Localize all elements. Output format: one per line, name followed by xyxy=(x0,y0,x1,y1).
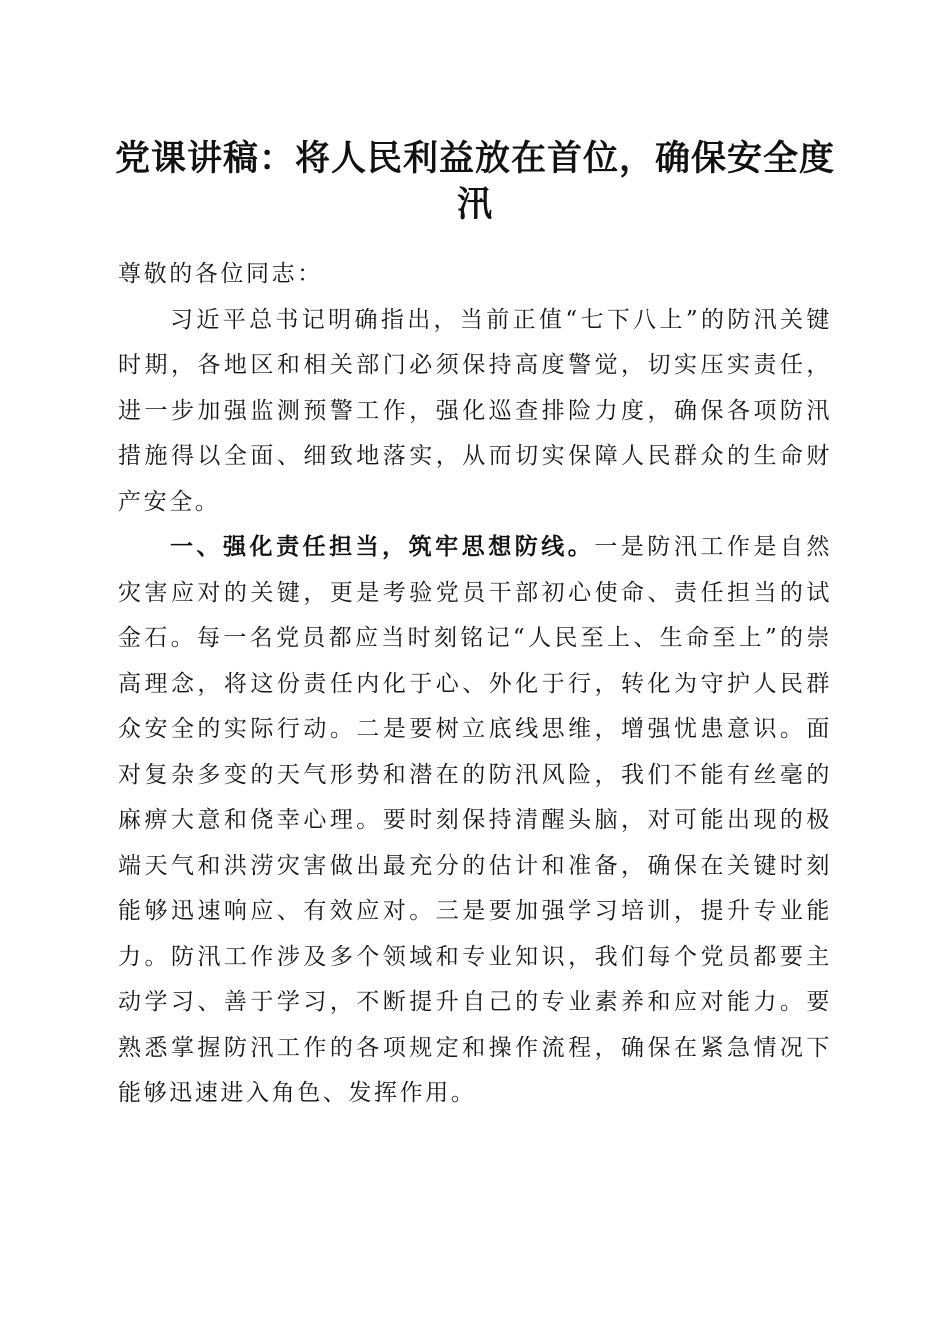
document-title: 党课讲稿：将人民利益放在首位，确保安全度汛 xyxy=(114,139,835,225)
salutation: 尊敬的各位同志： xyxy=(118,261,323,287)
section-1-body: 一是防汛工作是自然灾害应对的关键，更是考验党员干部初心使命、责任担当的试金石。每一名党员都应当时刻铭记“人民至上、生命至上”的崇高理念，将这份责任内化于心、外化于行，转化为守护人民群众安全的实际行动。二是要树立底线思维，增强忧患意识。面对复杂多变的天气形势和潜在的防汛风险，我们不能有丝毫的麻痹大意和侥幸心理。要时刻保持清醒头脑，对可能出现的极端天气和洪涝灾害做出最充分的估计和准备，确保在关键时刻能够迅速响应、有效应对。三是要加强学习培训，提升专业能力。防汛工作涉及多个领域和专业知识，我们每个党员都要主动学习、善于学习，不断提升自己的专业素养和应对能力。要熟悉掌握防汛工作的各项规定和操作流程，确保在紧急情况下能够迅速进入角色、发挥作用。 xyxy=(118,534,832,1106)
document-body xyxy=(118,252,832,1117)
section-1-heading: 一、强化责任担当，筑牢思想防线。 xyxy=(170,534,595,560)
section-1-paragraph xyxy=(118,525,832,1117)
intro-paragraph: 习近平总书记明确指出，当前正值“七下八上”的防汛关键时期，各地区和相关部门必须保持高度警觉，切实压实责任，进一步加强监测预警工作，强化巡查排险力度，确保各项防汛措施得以全面、细致地落实，从而切实保障人民群众的生命财产安全。 xyxy=(118,306,832,515)
